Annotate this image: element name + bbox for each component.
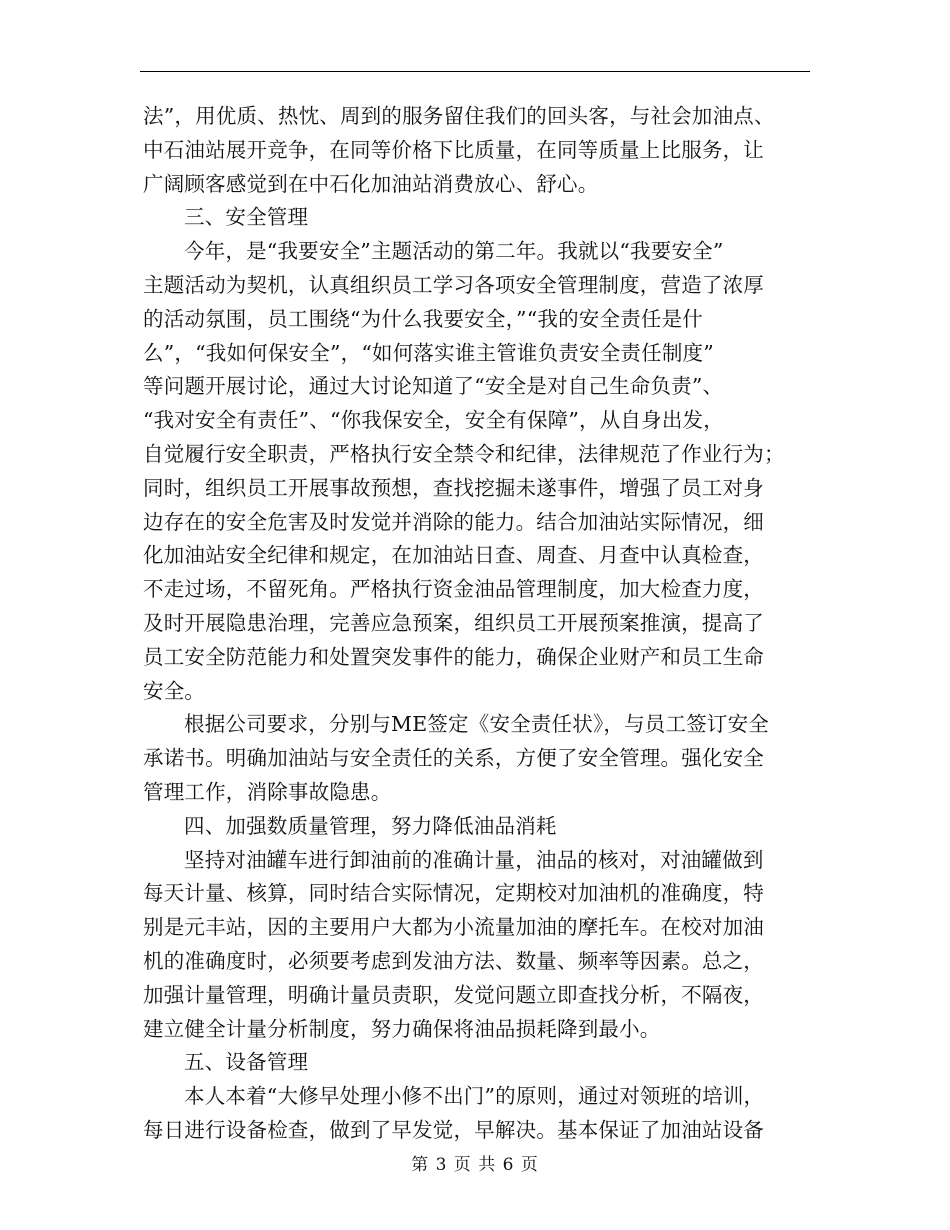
text-line: 安全。 (143, 678, 206, 703)
text-line: 加强计量管理，明确计量员责职，发觉问题立即查找分析，不隔夜， (143, 982, 764, 1007)
text-line: 别是元丰站，因的主要用户大都为小流量加油的摩托车。在校对加油 (143, 915, 764, 940)
text-line: 三、安全管理 (184, 205, 309, 230)
text-line: 及时开展隐患治理，完善应急预案，组织员工开展预案推演，提高了 (143, 610, 764, 635)
text-line: 法”，用优质、热忱、周到的服务留住我们的回头客，与社会加油点、 (143, 104, 775, 128)
text-line: 广阔顾客感觉到在中石化加油站消费放心、舒心。 (143, 171, 599, 196)
text-line: 员工安全防范能力和处置突发事件的能力，确保企业财产和员工生命 (143, 644, 764, 669)
text-line: 同时，组织员工开展事故预想，查找挖掘未遂事件，增强了员工对身 (143, 475, 764, 500)
text-line: 五、设备管理 (184, 1050, 309, 1075)
text-line: 机的准确度时，必须要考虑到发油方法、数量、频率等因素。总之， (143, 948, 764, 973)
header-rule (140, 71, 810, 72)
text-line: 坚持对油罐车进行卸油前的准确计量，油品的核对，对油罐做到 (184, 847, 764, 872)
text-line: 建立健全计量分析制度，努力确保将油品损耗降到最小。 (143, 1016, 661, 1041)
text-line: 每天计量、核算，同时结合实际情况，定期校对加油机的准确度，特 (143, 881, 764, 906)
text-line: “我对安全有责任”、“你我保安全，安全有保障”，从自身出发， (143, 408, 724, 433)
text-line: 四、加强数质量管理，努力降低油品消耗 (184, 813, 557, 838)
text-line: 自觉履行安全职责，严格执行安全禁令和纪律，法律规范了作业行为； (143, 441, 785, 466)
text-line: 中石油站展开竞争，在同等价格下比质量，在同等质量上比服务，让 (143, 137, 764, 162)
document-body (143, 100, 813, 1148)
text-line: 等问题开展讨论，通过大讨论知道了“安全是对自己生命负责”、 (143, 374, 724, 399)
text-line: 不走过场，不留死角。严格执行资金油品管理制度，加大检查力度， (143, 577, 764, 602)
text-line: 本人本着“大修早处理小修不出门”的原则，通过对领班的培训， (184, 1084, 765, 1109)
text-line: 主题活动为契机，认真组织员工学习各项安全管理制度，营造了浓厚 (143, 272, 764, 297)
text-line: 根据公司要求，分别与ME签定《安全责任状》，与员工签订安全 (184, 712, 770, 737)
text-line: 的活动氛围，员工围绕“为什么我要安全，”“我的安全责任是什 (143, 306, 703, 331)
text-line: 么”，“我如何保安全”，“如何落实谁主管谁负责安全责任制度” (143, 340, 714, 365)
text-line: 化加油站安全纪律和规定，在加油站日查、周查、月查中认真检查， (143, 543, 764, 568)
text-line: 每日进行设备检查，做到了早发觉，早解决。基本保证了加油站设备 (143, 1117, 764, 1142)
text-line: 边存在的安全危害及时发觉并消除的能力。结合加油站实际情况，细 (143, 509, 764, 534)
text-line: 管理工作，消除事故隐患。 (143, 779, 392, 804)
text-line: 承诺书。明确加油站与安全责任的关系，方便了安全管理。强化安全 (143, 746, 764, 771)
page-footer: 第 3 页 共 6 页 (411, 1155, 539, 1175)
text-line: 今年，是“我要安全”主题活动的第二年。我就以“我要安全” (184, 239, 724, 264)
